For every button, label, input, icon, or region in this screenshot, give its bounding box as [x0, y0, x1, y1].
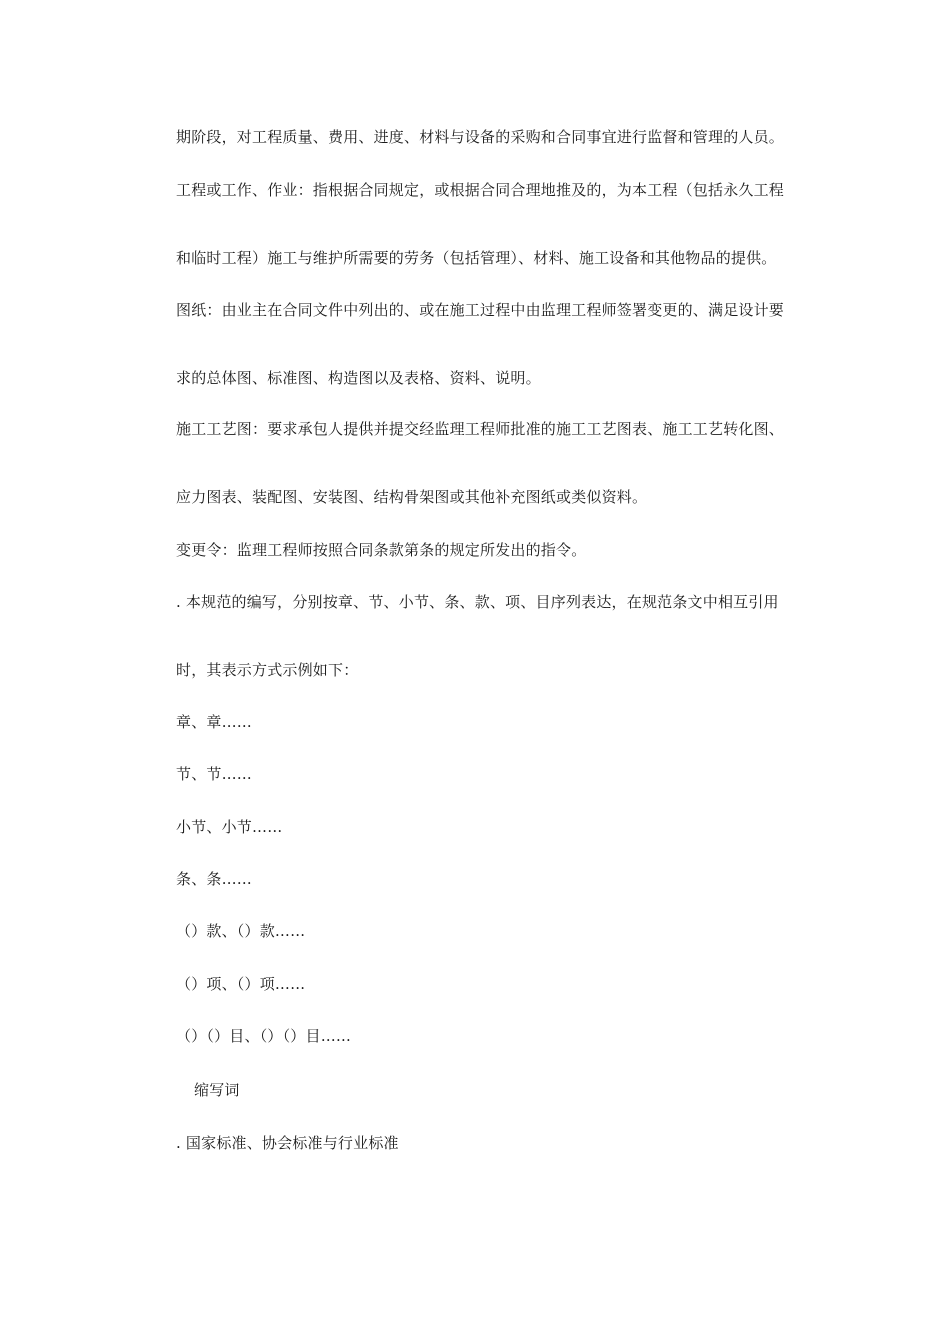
text-line-process-drawings-definition-cont: 应力图表、装配图、安装图、结构骨架图或其他补充图纸或类似资料。 — [176, 488, 648, 506]
text-line-numbering-rule-cont: 时，其表示方式示例如下： — [176, 661, 359, 679]
text-line-example-subitem: （）（）目、（）（）目…… — [176, 1027, 352, 1045]
text-line-example-clause: （）款、（）款…… — [176, 922, 306, 940]
text-line-process-drawings-definition: 施工工艺图：要求承包人提供并提交经监理工程师批准的施工工艺图表、施工工艺转化图、 — [176, 420, 785, 438]
text-line-works-definition: 工程或工作、作业：指根据合同规定，或根据合同合理地推及的，为本工程（包括永久工程 — [176, 181, 785, 199]
text-line-example-article: 条、条…… — [176, 870, 253, 888]
text-line-works-definition-cont: 和临时工程）施工与维护所需要的劳务（包括管理）、材料、施工设备和其他物品的提供。 — [176, 249, 777, 267]
text-line-drawings-definition-cont: 求的总体图、标准图、构造图以及表格、资料、说明。 — [176, 369, 541, 387]
text-line-drawings-definition: 图纸：由业主在合同文件中列出的、或在施工过程中由监理工程师签署变更的、满足设计要 — [176, 301, 785, 319]
text-line-variation-order-definition: 变更令：监理工程师按照合同条款第条的规定所发出的指令。 — [176, 541, 587, 559]
text-line-numbering-rule: . 本规范的编写，分别按章、节、小节、条、款、项、目序列表达，在规范条文中相互引用 — [176, 593, 779, 611]
text-line-supervisor-definition-end: 期阶段，对工程质量、费用、进度、材料与设备的采购和合同事宜进行监督和管理的人员。 — [176, 128, 785, 146]
text-line-example-chapter: 章、章…… — [176, 713, 253, 731]
text-line-example-item: （）项、（）项…… — [176, 975, 306, 993]
text-line-standards-heading: . 国家标准、协会标准与行业标准 — [176, 1134, 399, 1152]
text-line-example-subsection: 小节、小节…… — [176, 818, 283, 836]
section-heading-abbreviations: 缩写词 — [194, 1081, 240, 1099]
text-line-example-section: 节、节…… — [176, 765, 253, 783]
